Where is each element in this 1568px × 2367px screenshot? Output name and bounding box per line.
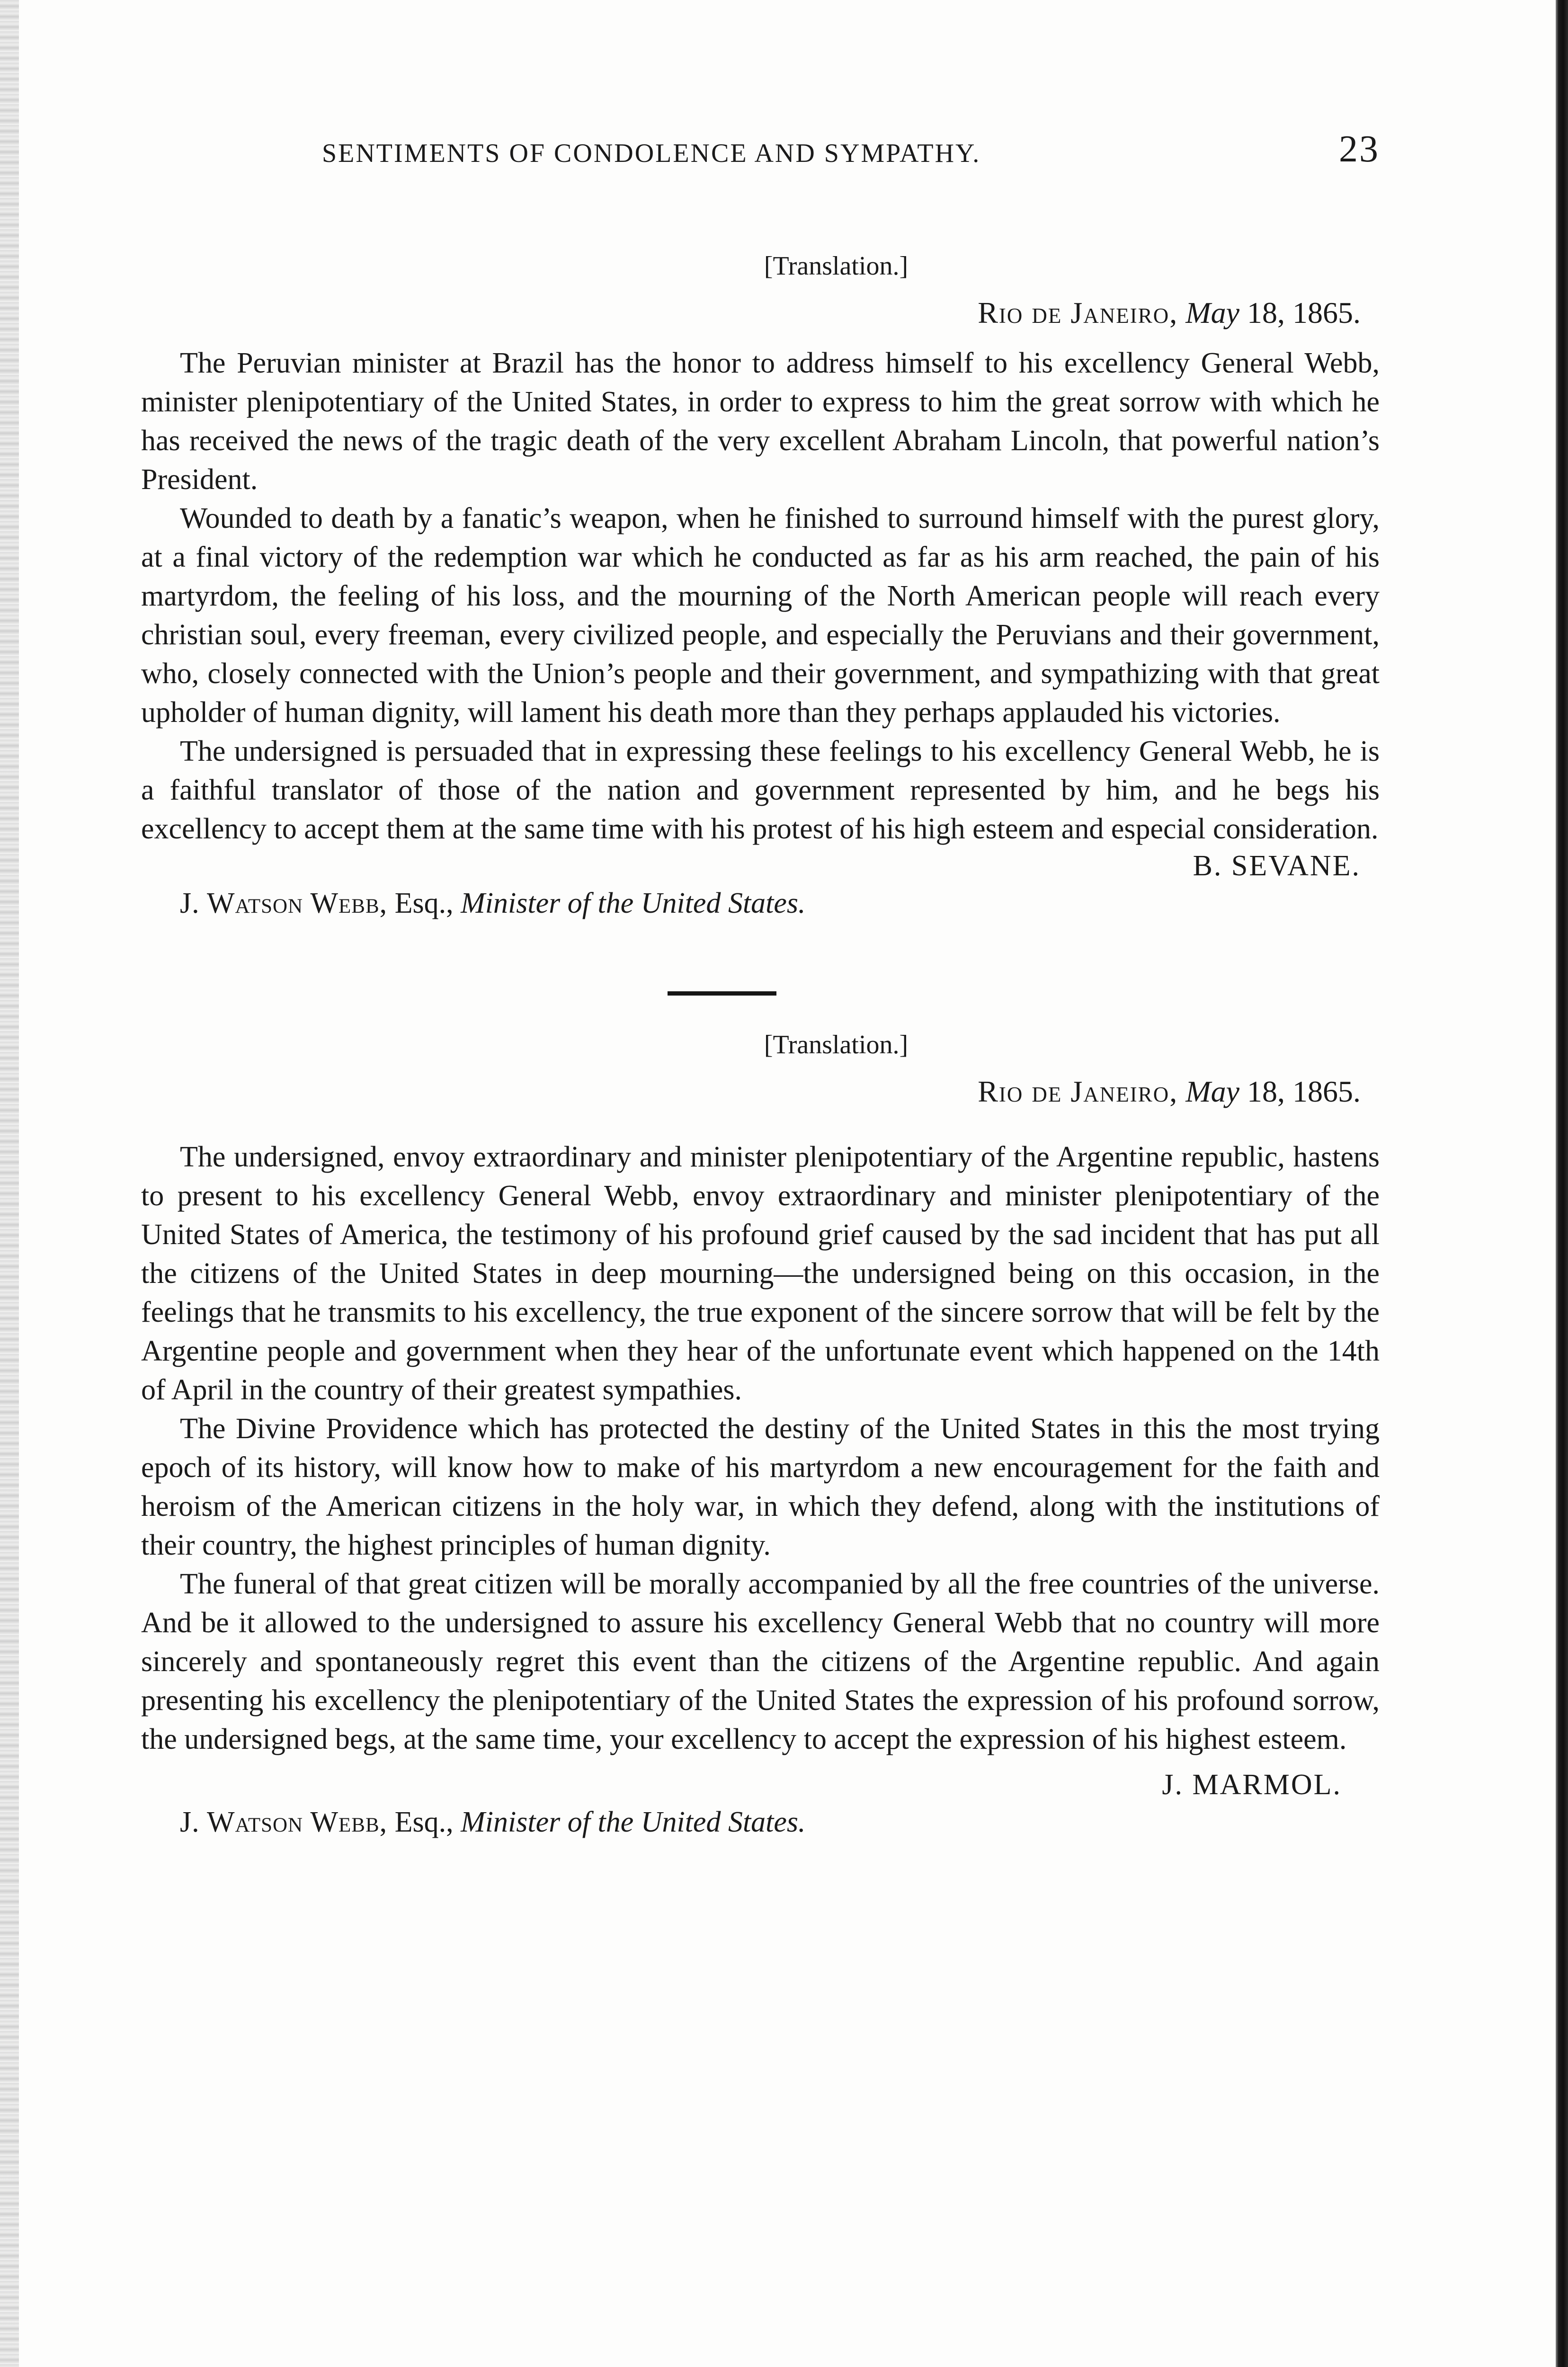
letter-body [141, 344, 1380, 848]
dateline-date: 18, 1865. [1247, 1075, 1361, 1108]
running-title: SENTIMENTS OF CONDOLENCE AND SYMPATHY. [322, 139, 981, 168]
page-right-edge [1556, 0, 1568, 2367]
dateline-place: Rio de Janeiro, [978, 296, 1178, 329]
page-content [141, 128, 1380, 1839]
addressee-esq: Esq., [394, 887, 454, 919]
translation-label: [Translation.] [764, 251, 909, 281]
running-header [141, 128, 1380, 170]
dateline-place: Rio de Janeiro, [978, 1075, 1178, 1108]
addressee-line [141, 887, 1380, 920]
signature: J. MARMOL. [1162, 1769, 1342, 1801]
letter-peruvian-minister [141, 251, 1380, 920]
addressee-esq: Esq., [394, 1806, 454, 1838]
paragraph: The Peruvian minister at Brazil has the honor to address himself to his excellency General Webb, minister plenipotentiary of the United States, in order to express to him the great sorrow with which he has received the news of the tragic death of the very excellent Abraham Lincoln, that powerful nation’s President. [141, 347, 1380, 496]
letter-argentine-minister [141, 1030, 1380, 1839]
paragraph: The undersigned is persuaded that in expressing these feelings to his excellency General Webb, he is a faithful translator of those of the nation and government represented by him, and he begs his excellency to accept them at the same time with his protest of his high esteem and especial consideration. [141, 735, 1380, 845]
signature: B. SEVANE. [1193, 850, 1361, 882]
paragraph: The Divine Providence which has protected the destiny of the United States in this the most trying epoch of its history, will know how to make of his martyrdom a new encouragement for the faith and heroism of the American citizens in the holy war, in which they defend, along with the institutions of their country, the highest principles of human dignity. [141, 1413, 1380, 1561]
letter-body [141, 1138, 1380, 1759]
section-divider [668, 991, 776, 996]
dateline-month: May [1185, 1075, 1239, 1108]
paragraph: The undersigned, envoy extraordinary and minister plenipotentiary of the Argentine republic, hastens to present to his excellency General Webb, envoy extraordinary and minister plenipotentiary of the United States of America, the testimony of his profound grief caused by the sad incident that has put all the citizens of the United States in deep mourning—the undersigned being on this occasion, in the feelings that he transmits to his excellency, the true exponent of the sincere sorrow that will be felt by the Argentine people and government when they hear of the unfortunate event which happened on the 14th of April in the country of their greatest sympathies. [141, 1141, 1380, 1406]
page-number: 23 [1339, 128, 1380, 170]
paragraph: Wounded to death by a fanatic’s weapon, when he finished to surround himself with the purest glory, at a final victory of the redemption war which he conducted as far as his arm reached, the pain of his martyrdom, the feeling of his loss, and the mourning of the North American people will reach every christian soul, every freeman, every civilized people, and especially the Peruvians and their government, who, closely connected with the Union’s people and their government, and sympathizing with that great upholder of human dignity, will lament his death more than they perhaps applauded his victories. [141, 502, 1380, 729]
addressee-name: J. Watson Webb, [180, 1806, 388, 1838]
dateline-date: 18, 1865. [1247, 296, 1361, 329]
paragraph: The funeral of that great citizen will be morally accompanied by all the free countries of the universe. And be it allowed to the undersigned to assure his excellency General Webb that no country will more sincerely and spontaneously regret this event than the citizens of the Argentine republic. And again presenting his excellency the plenipotentiary of the United States the expression of his profound sorrow, the undersigned begs, at the same time, your excellency to accept the expression of his highest esteem. [141, 1568, 1380, 1755]
addressee-title: Minister of the United States. [461, 1806, 806, 1838]
addressee-name: J. Watson Webb, [180, 887, 388, 919]
addressee-line [141, 1806, 1380, 1839]
translation-label: [Translation.] [764, 1030, 909, 1059]
dateline [141, 1074, 1380, 1109]
dateline [141, 295, 1380, 330]
dateline-month: May [1185, 296, 1239, 329]
page-binding-edge [0, 0, 19, 2367]
addressee-title: Minister of the United States. [461, 887, 806, 919]
